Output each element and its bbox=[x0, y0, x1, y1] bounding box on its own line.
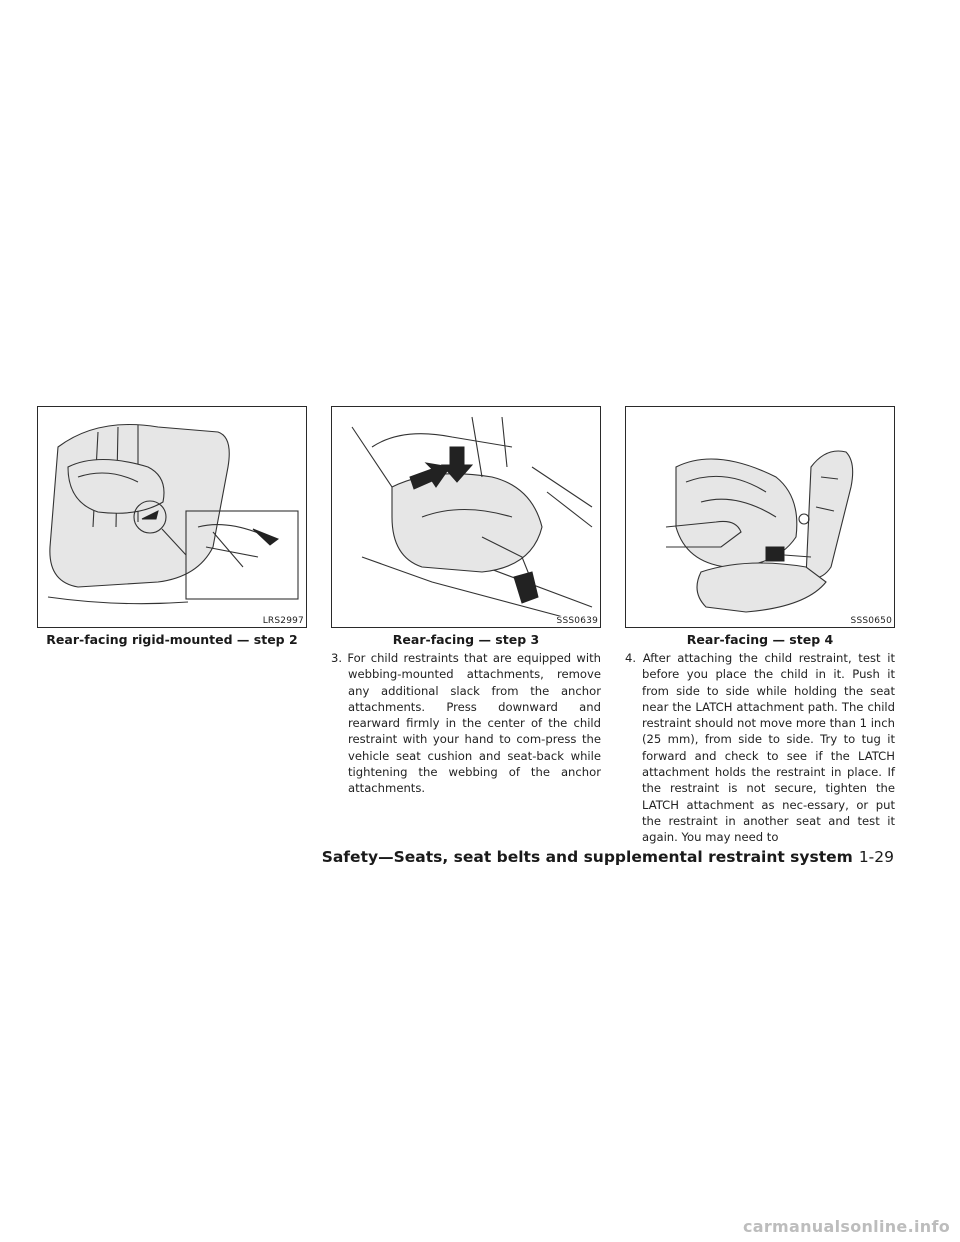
page-number: 1-29 bbox=[858, 848, 894, 866]
test-restraint-illustration bbox=[626, 407, 894, 627]
press-down-illustration bbox=[332, 407, 600, 627]
figure-rear-facing-rigid-step2 bbox=[37, 406, 307, 628]
figure-code: SSS0639 bbox=[556, 616, 598, 626]
page-footer bbox=[322, 848, 894, 866]
figure-rear-facing-step4 bbox=[625, 406, 895, 628]
figure-code: LRS2997 bbox=[262, 616, 304, 626]
figure-caption: Rear-facing — step 4 bbox=[686, 632, 834, 647]
figure-caption: Rear-facing rigid-mounted — step 2 bbox=[46, 632, 298, 647]
step-3-text: 3. For child restraints that are equipped with webbing-mounted attachments, remove any additional slack from the anchor attachments. Press downward and rearward firmly in the center of the child restraint with your hand to com-press the vehicle seat cushion and seat-back while tightening the webbing of the anchor attachments. bbox=[331, 651, 601, 796]
figure-caption: Rear-facing — step 3 bbox=[392, 632, 540, 647]
watermark-link[interactable]: carmanualsonline.info bbox=[742, 1217, 950, 1236]
seat-anchor-illustration bbox=[38, 407, 306, 627]
figure-rear-facing-step3 bbox=[331, 406, 601, 628]
section-title: Safety—Seats, seat belts and supplemental restraint system bbox=[321, 848, 853, 866]
figure-code: SSS0650 bbox=[850, 616, 892, 626]
step-4-text: 4. After attaching the child restraint, test it before you place the child in it. Push it from side to side while holding the seat near the LATCH attachment path. The child restraint should not move more than 1 inch (25 mm), from side to side. Try to tug it forward and check to see if the LATCH attachment holds the restraint in place. If the restraint is not secure, tighten the LATCH attachment as nec-essary, or put the restraint in another seat and test it again. You may need to bbox=[625, 651, 895, 845]
